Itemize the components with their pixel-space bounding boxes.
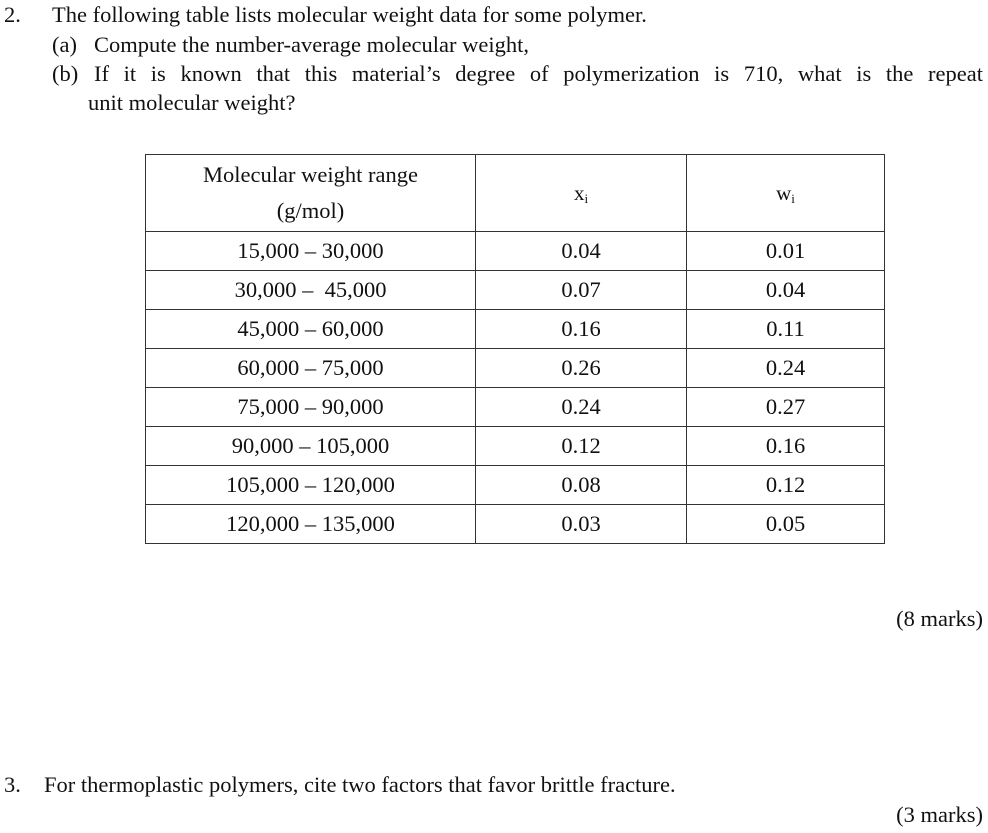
header-range-line1: Molecular weight range	[203, 162, 418, 187]
part-a-text: Compute the number-average molecular weight,	[94, 32, 530, 57]
xi-cell: 0.16	[476, 310, 687, 349]
question-3-marks: (3 marks)	[896, 802, 983, 827]
xi-cell: 0.04	[476, 232, 687, 271]
wi-cell: 0.16	[687, 427, 885, 466]
range-cell: 105,000 – 120,000	[146, 466, 476, 505]
xi-cell: 0.07	[476, 271, 687, 310]
range-cell: 30,000 – 45,000	[146, 271, 476, 310]
part-b-text: If it is known that this material’s degree of polymerization is 710, what is the repeat	[94, 61, 983, 86]
wi-cell: 0.01	[687, 232, 885, 271]
table-row	[146, 310, 885, 349]
xi-cell: 0.12	[476, 427, 687, 466]
header-range-line2: (g/mol)	[276, 198, 345, 223]
question-2-number: 2.	[4, 2, 21, 27]
part-b-continuation: unit molecular weight?	[88, 90, 296, 115]
xi-cell: 0.26	[476, 349, 687, 388]
question-3-text: For thermoplastic polymers, cite two factors that favor brittle fracture.	[44, 772, 676, 797]
header-xi	[476, 155, 687, 232]
table-row	[146, 232, 885, 271]
range-cell: 15,000 – 30,000	[146, 232, 476, 271]
table-row	[146, 505, 885, 544]
wi-symbol: $w_i$	[776, 180, 795, 206]
question-2-stem: The following table lists molecular weight data for some polymer.	[52, 2, 647, 27]
wi-cell: 0.12	[687, 466, 885, 505]
part-b-label: (b)	[52, 61, 79, 86]
wi-cell: 0.24	[687, 349, 885, 388]
header-wi	[687, 155, 885, 232]
table-row	[146, 349, 885, 388]
part-a-label: (a)	[52, 32, 77, 57]
xi-symbol: $x_i$	[573, 180, 589, 206]
question-3-number: 3.	[4, 772, 21, 797]
molecular-weight-table	[145, 154, 885, 544]
header-molecular-weight-range	[146, 155, 476, 232]
wi-cell: 0.04	[687, 271, 885, 310]
table-row	[146, 388, 885, 427]
table-row	[146, 466, 885, 505]
xi-cell: 0.03	[476, 505, 687, 544]
question-2-marks: (8 marks)	[896, 606, 983, 631]
wi-cell: 0.05	[687, 505, 885, 544]
table-header-row	[146, 155, 885, 232]
range-cell: 120,000 – 135,000	[146, 505, 476, 544]
xi-cell: 0.08	[476, 466, 687, 505]
range-cell: 45,000 – 60,000	[146, 310, 476, 349]
table-row	[146, 427, 885, 466]
wi-cell: 0.27	[687, 388, 885, 427]
range-cell: 75,000 – 90,000	[146, 388, 476, 427]
xi-cell: 0.24	[476, 388, 687, 427]
range-cell: 60,000 – 75,000	[146, 349, 476, 388]
table-row	[146, 271, 885, 310]
range-cell: 90,000 – 105,000	[146, 427, 476, 466]
wi-cell: 0.11	[687, 310, 885, 349]
